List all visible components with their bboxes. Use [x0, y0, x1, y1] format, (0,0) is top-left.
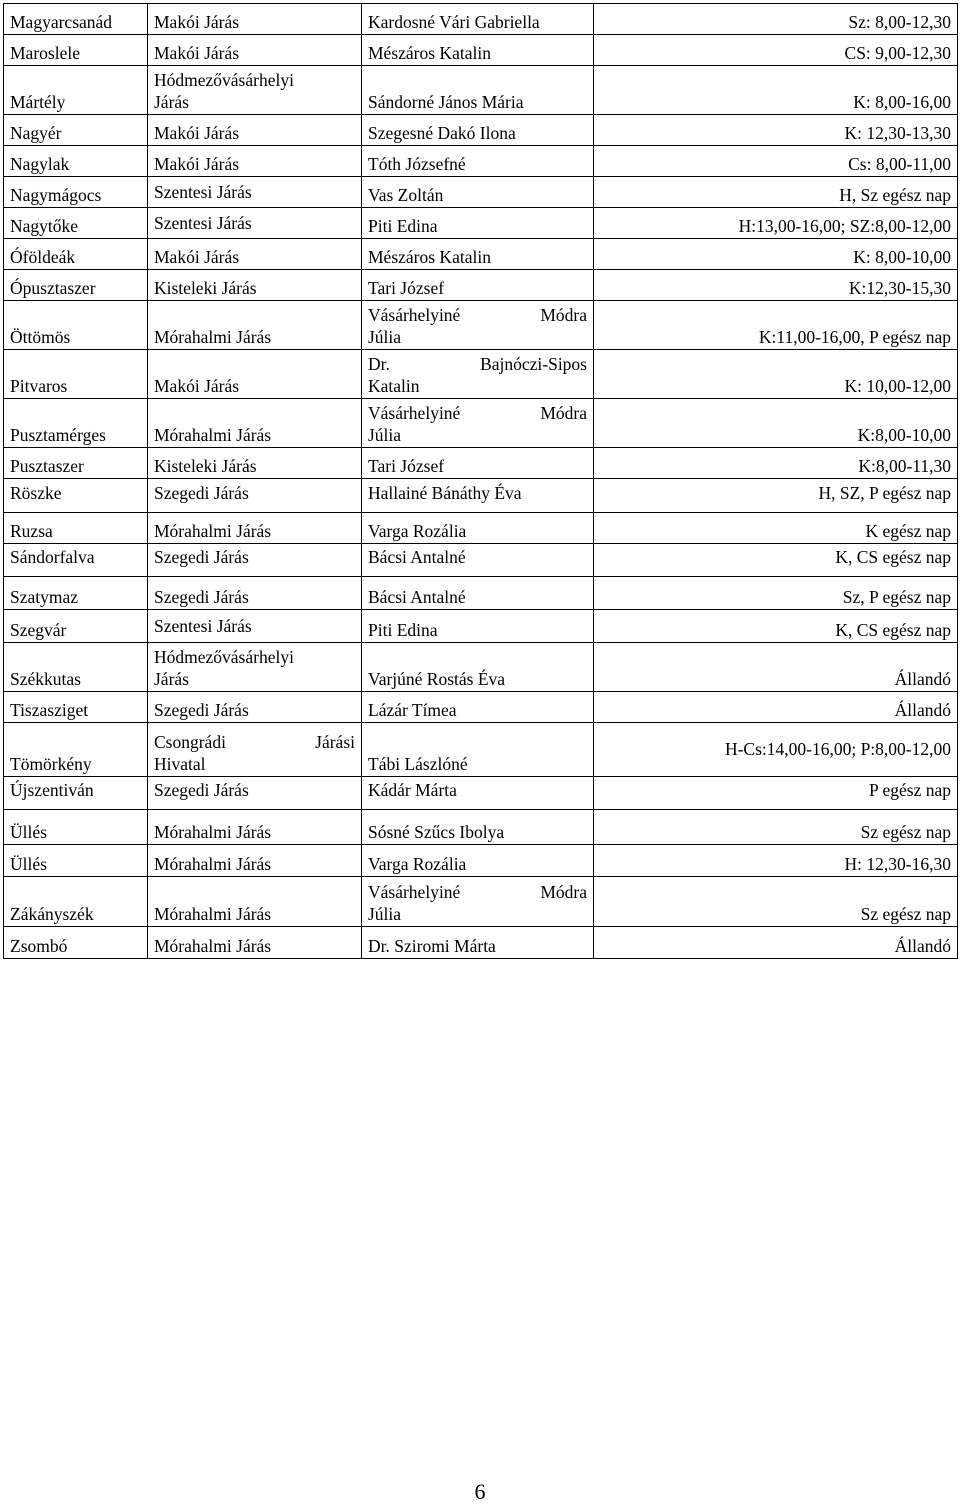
district-cell: Makói Járás [148, 146, 362, 177]
settlement-cell: Öttömös [4, 301, 148, 350]
person-cell: Piti Edina [362, 610, 594, 643]
person-cell: Vas Zoltán [362, 177, 594, 208]
settlement-cell: Mártély [4, 66, 148, 115]
table-row [4, 810, 958, 845]
district-cell: Mórahalmi Járás [148, 845, 362, 877]
hours-cell: H, SZ, P egész nap [594, 479, 958, 513]
settlement-cell: Magyarcsanád [4, 4, 148, 35]
hours-cell: H:13,00-16,00; SZ:8,00-12,00 [594, 208, 958, 239]
district-cell: Mórahalmi Járás [148, 399, 362, 448]
hours-cell: K, CS egész nap [594, 544, 958, 577]
table-row [4, 399, 958, 448]
settlement-cell: Tömörkény [4, 723, 148, 777]
table-row [4, 513, 958, 544]
hours-cell: K:11,00-16,00, P egész nap [594, 301, 958, 350]
hours-cell: Cs: 8,00-11,00 [594, 146, 958, 177]
person-cell [362, 350, 594, 399]
district-cell: Szegedi Járás [148, 577, 362, 610]
district-cell: Szentesi Járás [148, 208, 362, 239]
hours-cell: P egész nap [594, 777, 958, 810]
settlement-cell: Nagylak [4, 146, 148, 177]
person-cell: Piti Edina [362, 208, 594, 239]
hours-cell: CS: 9,00-12,30 [594, 35, 958, 66]
hours-cell: K: 12,30-13,30 [594, 115, 958, 146]
person-line-2: Júlia [368, 327, 402, 347]
district-line-1: Hódmezővásárhelyi [154, 647, 294, 667]
table-body [4, 4, 958, 959]
settlement-cell: Nagymágocs [4, 177, 148, 208]
district-cell: Makói Járás [148, 115, 362, 146]
table-row [4, 577, 958, 610]
table-row [4, 208, 958, 239]
person-line-2: Júlia [368, 425, 402, 445]
settlement-cell: Székkutas [4, 643, 148, 692]
person-cell: Kádár Márta [362, 777, 594, 810]
settlement-cell: Óföldeák [4, 239, 148, 270]
hours-cell: Állandó [594, 692, 958, 723]
person-cell: Mészáros Katalin [362, 35, 594, 66]
district-cell: Mórahalmi Járás [148, 301, 362, 350]
district-line-2: Járás [154, 669, 189, 689]
table-row [4, 66, 958, 115]
hours-cell: Állandó [594, 643, 958, 692]
person-cell: Kardosné Vári Gabriella [362, 4, 594, 35]
person-cell: Mészáros Katalin [362, 239, 594, 270]
person-cell: Hallainé Bánáthy Éva [362, 479, 594, 513]
settlement-cell: Pusztamérges [4, 399, 148, 448]
settlement-cell: Üllés [4, 845, 148, 877]
settlement-cell: Szatymaz [4, 577, 148, 610]
person-cell: Tóth Józsefné [362, 146, 594, 177]
district-cell [148, 723, 362, 777]
person-cell: Tari József [362, 270, 594, 301]
person-cell: Lázár Tímea [362, 692, 594, 723]
table-row [4, 777, 958, 810]
person-cell: Tari József [362, 448, 594, 479]
settlement-cell: Maroslele [4, 35, 148, 66]
settlement-cell: Tiszasziget [4, 692, 148, 723]
table-row [4, 927, 958, 959]
table-row [4, 692, 958, 723]
district-line-1: Hódmezővásárhelyi [154, 70, 294, 90]
settlement-cell: Ópusztaszer [4, 270, 148, 301]
district-cell: Mórahalmi Járás [148, 927, 362, 959]
table-row [4, 35, 958, 66]
hours-cell: K, CS egész nap [594, 610, 958, 643]
settlement-cell: Zákányszék [4, 877, 148, 927]
person-cell: Sándorné János Mária [362, 66, 594, 115]
person-cell: Varga Rozália [362, 845, 594, 877]
table-row [4, 643, 958, 692]
district-cell: Szegedi Járás [148, 777, 362, 810]
district-cell: Mórahalmi Járás [148, 877, 362, 927]
hours-cell: H, Sz egész nap [594, 177, 958, 208]
district-cell: Kisteleki Járás [148, 448, 362, 479]
district-cell: Szentesi Járás [148, 177, 362, 208]
hours-cell: K:8,00-11,30 [594, 448, 958, 479]
district-cell [148, 643, 362, 692]
person-cell: Sósné Szűcs Ibolya [362, 810, 594, 845]
district-cell: Makói Járás [148, 239, 362, 270]
table-row [4, 479, 958, 513]
district-cell: Mórahalmi Járás [148, 513, 362, 544]
person-cell: Varga Rozália [362, 513, 594, 544]
table-row [4, 723, 958, 777]
table-row [4, 146, 958, 177]
person-line-2: Júlia [368, 904, 402, 924]
person-cell: Dr. Sziromi Márta [362, 927, 594, 959]
district-cell: Makói Járás [148, 350, 362, 399]
person-cell [362, 399, 594, 448]
hours-cell: H: 12,30-16,30 [594, 845, 958, 877]
person-line-1: Vásárhelyiné Módra [368, 882, 587, 902]
table-row [4, 270, 958, 301]
settlement-cell: Sándorfalva [4, 544, 148, 577]
person-cell: Tábi Lászlóné [362, 723, 594, 777]
hours-cell: Sz: 8,00-12,30 [594, 4, 958, 35]
hours-cell: Állandó [594, 927, 958, 959]
table-row [4, 448, 958, 479]
person-cell: Bácsi Antalné [362, 577, 594, 610]
district-cell: Szegedi Járás [148, 479, 362, 513]
district-line-2: Hivatal [154, 754, 206, 774]
district-cell: Mórahalmi Járás [148, 810, 362, 845]
settlement-cell: Üllés [4, 810, 148, 845]
hours-cell: Sz egész nap [594, 810, 958, 845]
person-line-1: Dr. Bajnóczi-Sipos [368, 354, 587, 374]
settlement-cell: Röszke [4, 479, 148, 513]
hours-cell: Sz egész nap [594, 877, 958, 927]
district-cell: Szegedi Járás [148, 692, 362, 723]
table-row [4, 350, 958, 399]
settlement-cell: Pusztaszer [4, 448, 148, 479]
person-cell [362, 301, 594, 350]
district-cell: Makói Járás [148, 4, 362, 35]
person-cell: Bácsi Antalné [362, 544, 594, 577]
person-line-1: Vásárhelyiné Módra [368, 403, 587, 423]
table-row [4, 177, 958, 208]
district-cell: Szentesi Járás [148, 610, 362, 643]
hours-cell: H-Cs:14,00-16,00; P:8,00-12,00 [594, 723, 958, 777]
person-line-1: Vásárhelyiné Módra [368, 305, 587, 325]
hours-cell: K: 10,00-12,00 [594, 350, 958, 399]
settlement-cell: Zsombó [4, 927, 148, 959]
table-row [4, 4, 958, 35]
settlement-cell: Nagytőke [4, 208, 148, 239]
hours-cell: Sz, P egész nap [594, 577, 958, 610]
table-row [4, 610, 958, 643]
settlement-cell: Újszentiván [4, 777, 148, 810]
table-row [4, 877, 958, 927]
settlement-cell: Szegvár [4, 610, 148, 643]
hours-cell: K: 8,00-16,00 [594, 66, 958, 115]
table-row [4, 239, 958, 270]
hours-cell: K egész nap [594, 513, 958, 544]
district-cell [148, 66, 362, 115]
district-line-2: Járás [154, 92, 189, 112]
hours-cell: K:12,30-15,30 [594, 270, 958, 301]
page-number: 6 [474, 1479, 486, 1504]
district-cell: Makói Járás [148, 35, 362, 66]
district-line-1: Csongrádi Járási [154, 732, 355, 752]
settlement-cell: Ruzsa [4, 513, 148, 544]
table-row [4, 544, 958, 577]
table-row [4, 115, 958, 146]
table-row [4, 301, 958, 350]
office-hours-table [3, 3, 958, 959]
person-cell: Varjúné Rostás Éva [362, 643, 594, 692]
district-cell: Kisteleki Járás [148, 270, 362, 301]
hours-cell: K:8,00-10,00 [594, 399, 958, 448]
person-cell: Szegesné Dakó Ilona [362, 115, 594, 146]
table-row [4, 845, 958, 877]
person-line-2: Katalin [368, 376, 420, 396]
person-cell [362, 877, 594, 927]
settlement-cell: Nagyér [4, 115, 148, 146]
hours-cell: K: 8,00-10,00 [594, 239, 958, 270]
district-cell: Szegedi Járás [148, 544, 362, 577]
settlement-cell: Pitvaros [4, 350, 148, 399]
